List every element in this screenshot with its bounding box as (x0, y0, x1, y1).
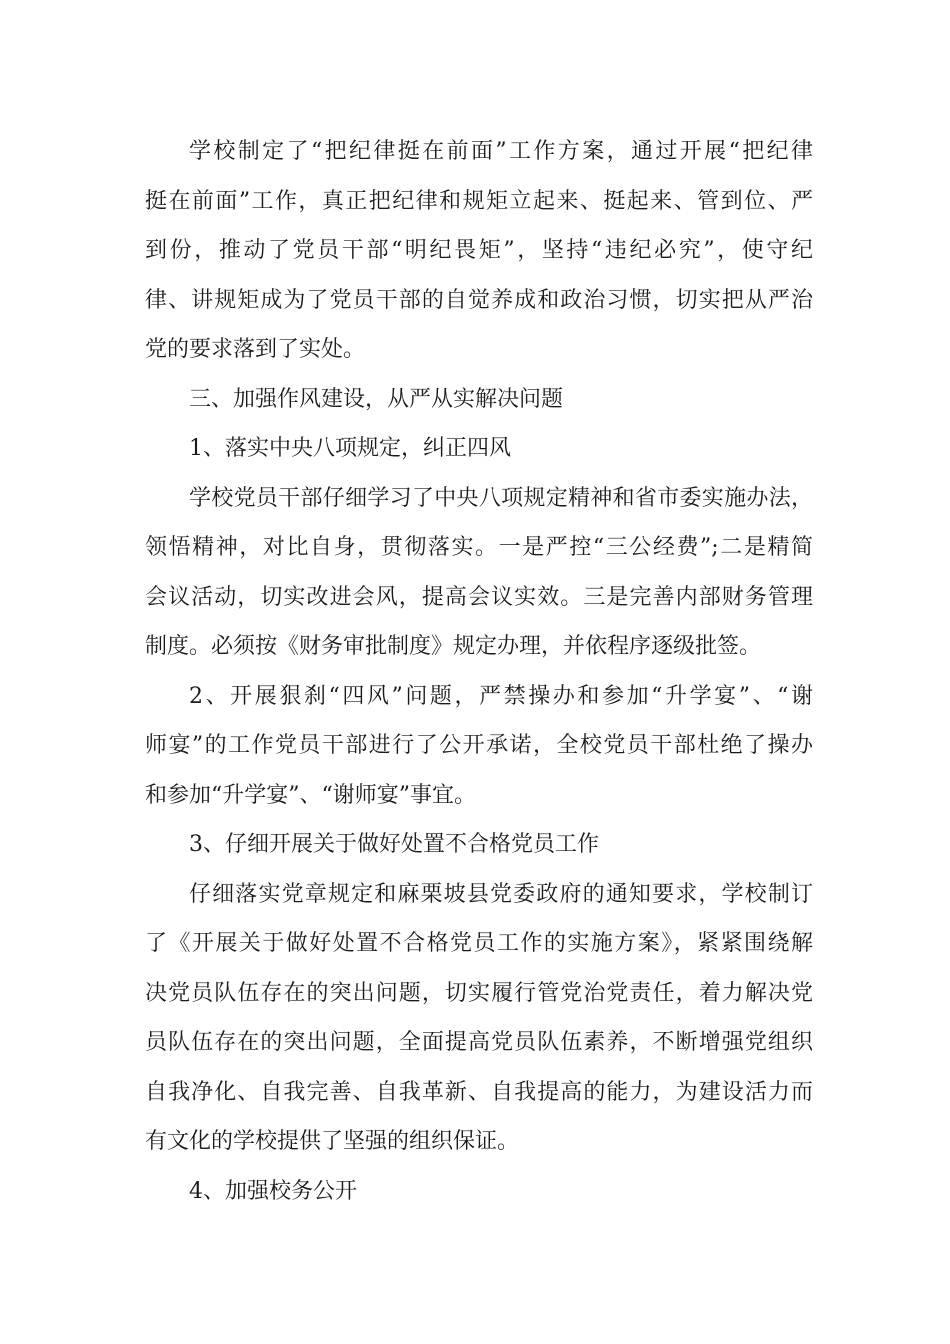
text-line: 制度。必须按《财务审批制度》规定办理，并依程序逐级批签。 (145, 634, 762, 659)
text-line: 仔细落实党章规定和麻栗坡县党委政府的通知要求，学校制订 (189, 881, 813, 907)
text-line: 党的要求落到了实处。 (145, 337, 366, 362)
text-line: 有文化的学校提供了坚强的组织保证。 (145, 1129, 520, 1154)
text-line: 到份，推动了党员干部“明纪畏矩”，坚持“违纪必究”，使守纪 (145, 238, 813, 263)
text-line: 和参加“升学宴”、“谢师宴”事宜。 (145, 782, 476, 808)
text-line: 员队伍存在的突出问题，全面提高党员队伍素养，不断增强党组织 (145, 1030, 813, 1055)
text-line: 挺在前面”工作，真正把纪律和规矩立起来、挺起来、管到位、严 (145, 188, 813, 214)
text-line: 领悟精神，对比自身，贯彻落实。一是严控“三公经费”;二是精简 (145, 535, 813, 560)
text-line: 自我净化、自我完善、自我革新、自我提高的能力，为建设活力而 (145, 1079, 813, 1105)
text-line: 律、讲规矩成为了党员干部的自觉养成和政治习惯，切实把从严治 (145, 287, 813, 313)
text-line: 会议活动，切实改进会风，提高会议实效。三是完善内部财务管理 (145, 584, 813, 610)
document-body (145, 127, 813, 1216)
text-line: 师宴”的工作党员干部进行了公开承诺，全校党员干部杜绝了操办 (145, 733, 813, 758)
text-line: 了《开展关于做好处置不合格党员工作的实施方案》，紧紧围绕解 (145, 931, 813, 956)
text-line: 3、仔细开展关于做好处置不合格党员工作 (189, 832, 599, 857)
text-line: 三、加强作风建设，从严从实解决问题 (189, 386, 564, 412)
text-line: 2、开展狠刹“四风”问题，严禁操办和参加“升学宴”、“谢 (189, 683, 813, 709)
text-line: 决党员队伍存在的突出问题，切实履行管党治党责任，着力解决党 (145, 980, 813, 1006)
text-line: 1、落实中央八项规定，纠正四风 (189, 436, 511, 461)
text-line: 学校制定了“把纪律挺在前面”工作方案，通过开展“把纪律 (189, 139, 813, 164)
text-line: 学校党员干部仔细学习了中央八项规定精神和省市委实施办法， (189, 485, 813, 511)
text-line: 4、加强校务公开 (189, 1178, 357, 1204)
